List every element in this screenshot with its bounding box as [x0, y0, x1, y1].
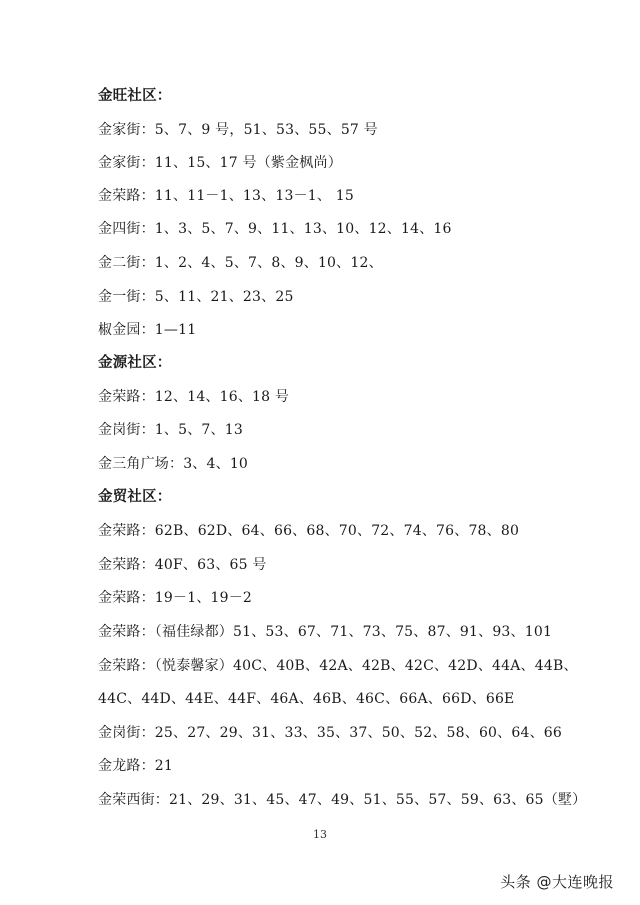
address-line: 金荣路：19－1、19－2 — [98, 590, 253, 606]
address-line: 金三角广场：3、4、10 — [98, 456, 249, 472]
page-number: 13 — [313, 828, 327, 841]
address-line: 金四街：1、3、5、7、9、11、13、10、12、14、16 — [98, 221, 452, 237]
address-line: 金荣路：62B、62D、64、66、68、70、72、74、76、78、80 — [98, 523, 520, 539]
address-line: 金家街：5、7、9 号，51、53、55、57 号 — [98, 122, 378, 138]
section-heading-jinmao: 金贸社区： — [98, 488, 172, 505]
address-line: 金一街：5、11、21、23、25 — [98, 289, 294, 305]
address-line: 金岗街：25、27、29、31、33、35、37、50、52、58、60、64、66 — [98, 725, 562, 741]
section-heading-jinyuan: 金源社区： — [98, 354, 172, 371]
address-line: 金二街：1、2、4、5、7、8、9、10、12、 — [98, 255, 383, 271]
address-line: 金岗街：1、5、7、13 — [98, 422, 243, 438]
address-line: 金荣西街：21、29、31、45、47、49、51、55、57、59、63、65（墅） — [98, 792, 587, 808]
source-watermark: 头条 @大连晚报 — [500, 873, 614, 891]
address-line: 椒金园：1—11 — [98, 322, 197, 338]
address-line: 金龙路：21 — [98, 758, 174, 774]
address-line: 金家街：11、15、17 号（紫金枫尚） — [98, 155, 342, 171]
section-heading-jinwang: 金旺社区： — [98, 87, 172, 104]
address-line: 44C、44D、44E、44F、46A、46B、46C、66A、66D、66E — [98, 691, 515, 707]
address-line: 金荣路：12、14、16、18 号 — [98, 389, 290, 405]
address-line: 金荣路：11、11－1、13、13－1、 15 — [98, 188, 354, 204]
address-line: 金荣路：（福佳绿都）51、53、67、71、73、75、87、91、93、101 — [98, 624, 553, 640]
address-line: 金荣路：40F、63、65 号 — [98, 557, 267, 573]
address-line: 金荣路：（悦泰馨家）40C、40B、42A、42B、42C、42D、44A、44B、 — [98, 658, 578, 674]
